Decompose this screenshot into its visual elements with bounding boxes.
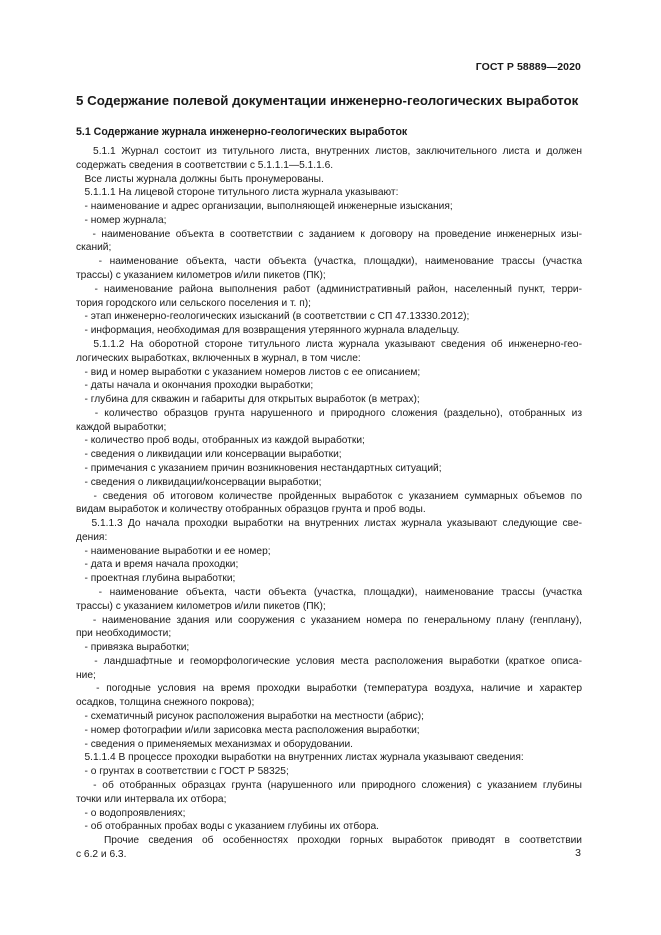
text-line: - дата и время начала проходки; — [76, 559, 239, 571]
text-line: - наименование объекта, части объекта (участка, площадки), наименование трассы (участка — [76, 587, 582, 598]
text-line: - наименование объекта, части объекта (участка, площадки), наименование трассы (участка — [76, 256, 582, 268]
text-line: - сведения о ликвидации или консервации выработки; — [76, 449, 342, 461]
text-line: - примечания с указанием причин возникновения нестандартных ситуаций; — [76, 462, 442, 474]
subsection-title: 5.1 Содержание журнала инженерно-геологических выработок — [76, 126, 408, 138]
text-line: тория городского или сельского поселения и т. п); — [76, 297, 311, 309]
text-line: - о грунтах в соответствии с ГОСТ Р 58325; — [76, 766, 289, 778]
text-line: - количество образцов грунта нарушенного и природного сложения (раздельно), отобранных из — [76, 407, 582, 419]
text-line: - проектная глубина выработки; — [76, 573, 236, 585]
text-line: - сведения об итоговом количестве пройденных выработок с указанием суммарных объемов по — [76, 490, 582, 502]
text-line: - сведения о применяемых механизмах и оборудовании. — [76, 738, 353, 750]
text-line: осадков, толщина снежного покрова); — [76, 697, 255, 709]
page-number: 3 — [575, 847, 581, 859]
text-line: трассы) с указанием километров и/или пикетов (ПК); — [76, 270, 326, 282]
text-line: - погодные условия на время проходки выработки (температура воздуха, наличие и характер — [76, 683, 582, 695]
text-line: при необходимости; — [76, 628, 172, 640]
text-line: - схематичный рисунок расположения выработки на местности (абрис); — [76, 711, 424, 723]
text-line: дения: — [76, 531, 108, 543]
document-body — [76, 145, 582, 862]
text-line: - наименование и адрес организации, выполняющей инженерные изыскания; — [76, 201, 453, 213]
text-line: - об отобранных образцах грунта (нарушенного или природного сложения) с указанием глубины — [76, 779, 582, 791]
text-line: - даты начала и окончания проходки выработки; — [76, 380, 314, 392]
text-line: ние; — [76, 669, 96, 681]
text-line: логических выработках, включенных в журнал, в том числе: — [76, 352, 361, 364]
text-line: 5.1.1.1 На лицевой стороне титульного листа журнала указывают: — [76, 187, 399, 199]
text-line: 5.1.1.4 В процессе проходки выработки на внутренних листах журнала указывают сведения: — [76, 752, 524, 764]
text-line: - номер журнала; — [76, 214, 167, 226]
text-line: - ландшафтные и геоморфологические условия места расположения выработки (краткое описа- — [76, 655, 582, 667]
text-line: Все листы журнала должны быть пронумерованы. — [76, 173, 324, 185]
text-line: точки или интервала их отбора; — [76, 793, 227, 805]
text-line: 5.1.1.2 На оборотной стороне титульного листа журнала указывают сведения об инженерно-гео- — [76, 338, 582, 350]
text-line: - этап инженерно-геологических изысканий (в соответствии с СП 47.13330.2012); — [76, 311, 470, 323]
standard-header: ГОСТ Р 58889—2020 — [475, 61, 581, 73]
text-line: - привязка выработки; — [76, 642, 190, 654]
text-line: - вид и номер выработки с указанием номеров листов с ее описанием; — [76, 366, 421, 378]
text-line: - информация, необходимая для возвращения утерянного журнала владельцу. — [76, 325, 460, 337]
text-line: - наименование здания или сооружения с указанием номера по генеральному плану (генплану), — [76, 614, 582, 626]
text-line: Прочие сведения об особенностях проходки горных выработок приводят в соответствии — [76, 835, 582, 847]
text-line: - количество проб воды, отобранных из каждой выработки; — [76, 435, 365, 447]
section-title: 5 Содержание полевой документации инженерно-геологических выработок — [76, 93, 579, 108]
text-line: - наименование выработки и ее номер; — [76, 545, 271, 557]
text-line: 5.1.1 Журнал состоит из титульного листа, внутренних листов, заключительного листа и должен — [76, 146, 582, 157]
text-line: сканий; — [76, 242, 112, 254]
text-line: - об отобранных пробах воды с указанием глубины их отбора. — [76, 821, 379, 833]
text-line: каждой выработки; — [76, 421, 167, 433]
text-line: 5.1.1.3 До начала проходки выработки на внутренних листах журнала указывают следующие све- — [76, 518, 582, 530]
text-line: видам выработок и количеству отобранных образцов грунта и проб воды. — [76, 504, 426, 516]
text-line: трассы) с указанием километров и/или пикетов (ПК); — [76, 600, 326, 612]
text-line: - наименование района выполнения работ (административный район, населенный пункт, терри- — [76, 283, 582, 295]
text-line: - номер фотографии и/или зарисовка места расположения выработки; — [76, 724, 420, 736]
text-line: - о водопроявлениях; — [76, 807, 186, 819]
text-line: содержать сведения в соответствии с 5.1.1.1—5.1.1.6. — [76, 159, 334, 171]
text-line: - сведения о ликвидации/консервации выработки; — [76, 476, 322, 488]
text-line: - глубина для скважин и габариты для открытых выработок (в метрах); — [76, 394, 420, 406]
text-line: с 6.2 и 6.3. — [76, 848, 127, 860]
text-line: - наименование объекта в соответствии с заданием к договору на проведение инженерных изы- — [76, 228, 582, 240]
